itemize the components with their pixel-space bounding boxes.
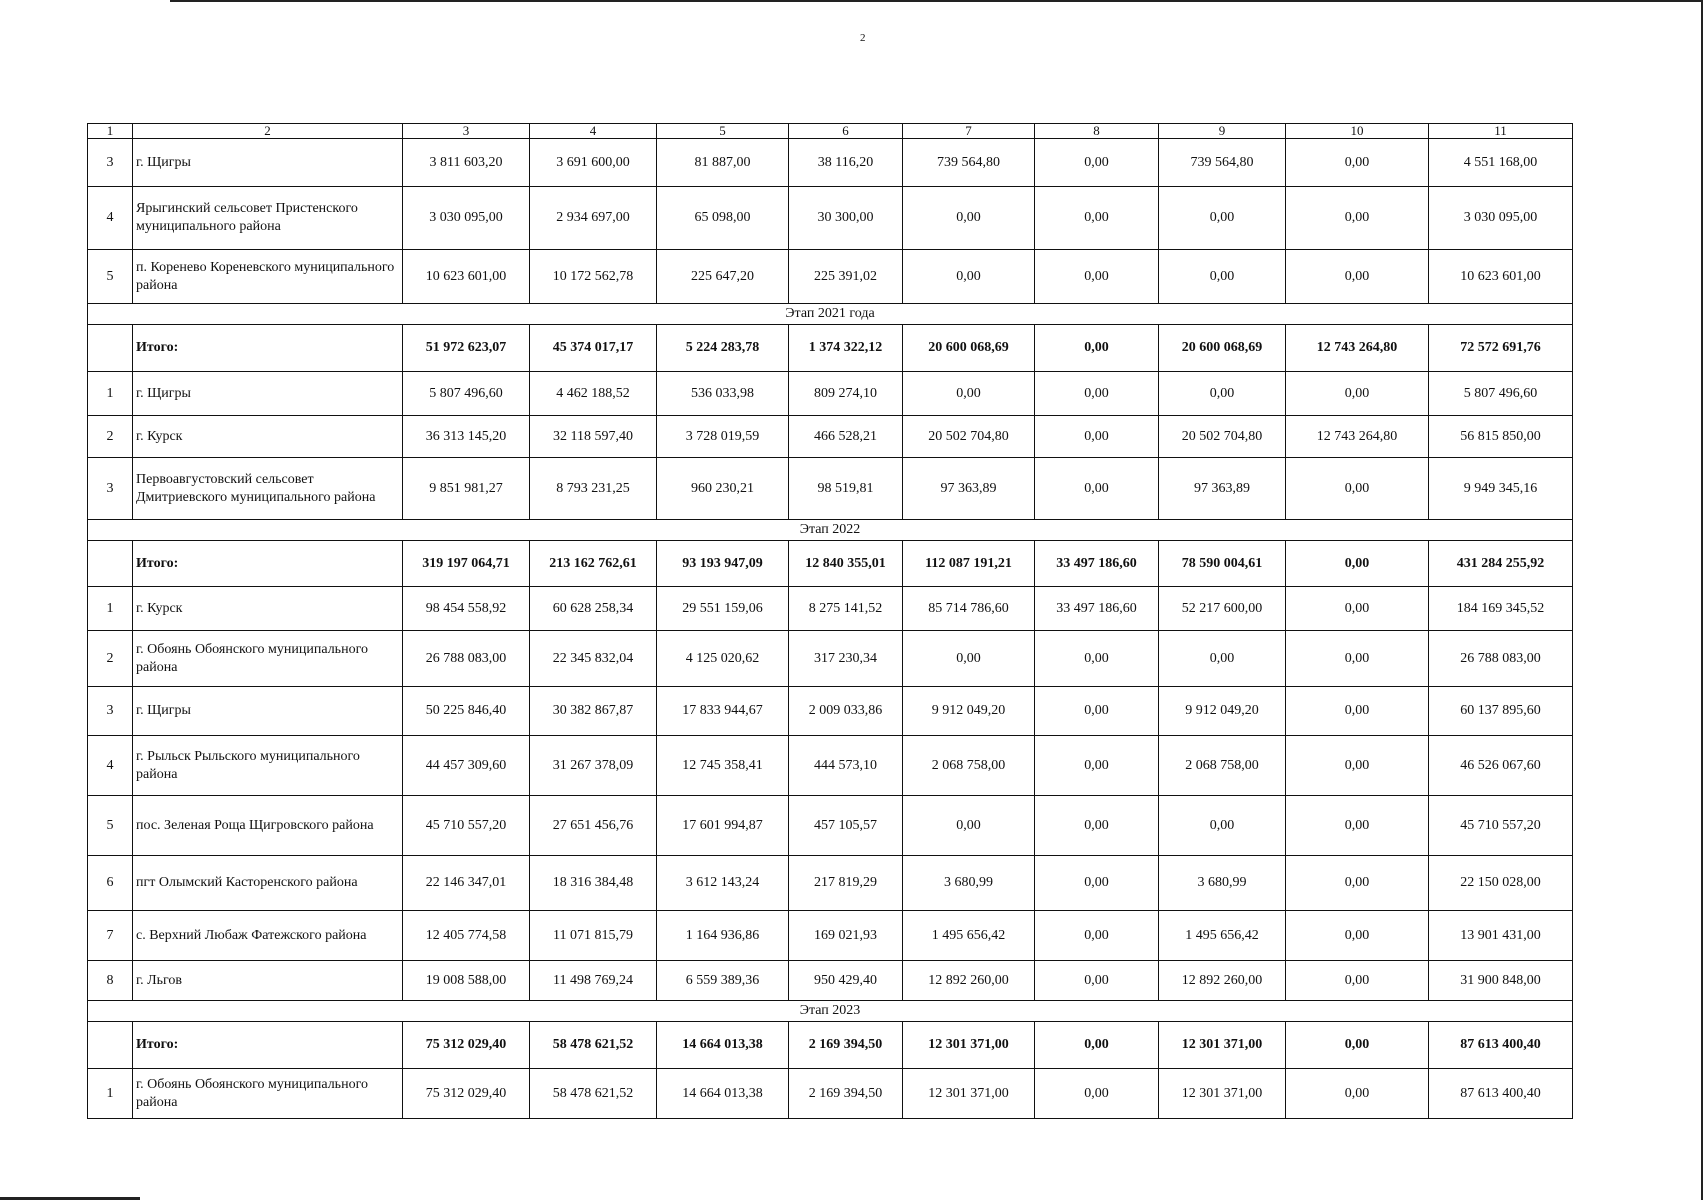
municipality-name: г. Рыльск Рыльского муниципального района — [133, 736, 403, 796]
amount-cell: 12 745 358,41 — [657, 736, 789, 796]
table-row — [88, 587, 1573, 631]
amount-cell: 0,00 — [1035, 1069, 1159, 1119]
amount-cell: 33 497 186,60 — [1035, 587, 1159, 631]
amount-cell: 0,00 — [903, 796, 1035, 856]
amount-cell: 0,00 — [1286, 856, 1429, 911]
amount-cell: 12 743 264,80 — [1286, 416, 1429, 458]
amount-cell: 3 680,99 — [1159, 856, 1286, 911]
amount-cell: 0,00 — [1286, 139, 1429, 187]
page-number: 2 — [860, 32, 866, 44]
amount-cell: 58 478 621,52 — [530, 1069, 657, 1119]
amount-cell: 60 628 258,34 — [530, 587, 657, 631]
amount-cell: 12 301 371,00 — [1159, 1069, 1286, 1119]
municipality-name: с. Верхний Любаж Фатежского района — [133, 911, 403, 961]
amount-cell: 169 021,93 — [789, 911, 903, 961]
municipality-name: г. Обоянь Обоянского муниципального района — [133, 1069, 403, 1119]
amount-cell: 0,00 — [1035, 856, 1159, 911]
amount-cell: 10 172 562,78 — [530, 250, 657, 304]
table-row — [88, 631, 1573, 687]
amount-cell: 60 137 895,60 — [1429, 687, 1573, 736]
amount-cell: 739 564,80 — [903, 139, 1035, 187]
column-number: 6 — [789, 124, 903, 139]
total-value: 12 301 371,00 — [903, 1022, 1035, 1069]
amount-cell: 4 551 168,00 — [1429, 139, 1573, 187]
total-value: 93 193 947,09 — [657, 541, 789, 587]
amount-cell: 225 391,02 — [789, 250, 903, 304]
total-value: 0,00 — [1035, 325, 1159, 372]
amount-cell: 0,00 — [1159, 250, 1286, 304]
municipality-name: г. Щигры — [133, 139, 403, 187]
amount-cell: 217 819,29 — [789, 856, 903, 911]
row-number: 4 — [88, 736, 133, 796]
amount-cell: 0,00 — [1286, 587, 1429, 631]
table-row — [88, 458, 1573, 520]
amount-cell: 32 118 597,40 — [530, 416, 657, 458]
column-number: 2 — [133, 124, 403, 139]
amount-cell: 50 225 846,40 — [403, 687, 530, 736]
column-number-row — [88, 124, 1573, 139]
amount-cell: 0,00 — [1035, 736, 1159, 796]
amount-cell: 0,00 — [1286, 1069, 1429, 1119]
amount-cell: 38 116,20 — [789, 139, 903, 187]
amount-cell: 0,00 — [1035, 250, 1159, 304]
amount-cell: 26 788 083,00 — [403, 631, 530, 687]
column-number: 9 — [1159, 124, 1286, 139]
column-number: 8 — [1035, 124, 1159, 139]
amount-cell: 98 454 558,92 — [403, 587, 530, 631]
amount-cell: 12 301 371,00 — [903, 1069, 1035, 1119]
table-row — [88, 187, 1573, 250]
row-number: 8 — [88, 961, 133, 1001]
amount-cell: 0,00 — [1286, 250, 1429, 304]
municipality-name: п. Коренево Кореневского муниципального района — [133, 250, 403, 304]
total-value: 78 590 004,61 — [1159, 541, 1286, 587]
table-row — [88, 911, 1573, 961]
amount-cell: 30 382 867,87 — [530, 687, 657, 736]
amount-cell: 0,00 — [1286, 911, 1429, 961]
amount-cell: 0,00 — [1286, 458, 1429, 520]
amount-cell: 0,00 — [1286, 687, 1429, 736]
amount-cell: 4 125 020,62 — [657, 631, 789, 687]
total-value: 0,00 — [1286, 541, 1429, 587]
amount-cell: 2 068 758,00 — [1159, 736, 1286, 796]
amount-cell: 0,00 — [1159, 631, 1286, 687]
amount-cell: 0,00 — [903, 187, 1035, 250]
amount-cell: 44 457 309,60 — [403, 736, 530, 796]
amount-cell: 0,00 — [1159, 796, 1286, 856]
amount-cell: 0,00 — [1035, 911, 1159, 961]
amount-cell: 9 851 981,27 — [403, 458, 530, 520]
column-number: 5 — [657, 124, 789, 139]
municipality-name: г. Обоянь Обоянского муниципального района — [133, 631, 403, 687]
table-row — [88, 250, 1573, 304]
amount-cell: 9 912 049,20 — [903, 687, 1035, 736]
amount-cell: 1 495 656,42 — [1159, 911, 1286, 961]
amount-cell: 0,00 — [1035, 139, 1159, 187]
row-number: 1 — [88, 372, 133, 416]
row-number: 3 — [88, 458, 133, 520]
amount-cell: 0,00 — [1035, 416, 1159, 458]
amount-cell: 3 680,99 — [903, 856, 1035, 911]
stage-row — [88, 1001, 1573, 1022]
amount-cell: 225 647,20 — [657, 250, 789, 304]
total-row — [88, 325, 1573, 372]
total-label: Итого: — [133, 325, 403, 372]
amount-cell: 184 169 345,52 — [1429, 587, 1573, 631]
amount-cell: 31 267 378,09 — [530, 736, 657, 796]
stage-row — [88, 304, 1573, 325]
amount-cell: 22 150 028,00 — [1429, 856, 1573, 911]
amount-cell: 11 071 815,79 — [530, 911, 657, 961]
amount-cell: 97 363,89 — [1159, 458, 1286, 520]
column-number: 7 — [903, 124, 1035, 139]
total-value: 33 497 186,60 — [1035, 541, 1159, 587]
municipality-name: г. Льгов — [133, 961, 403, 1001]
total-value: 431 284 255,92 — [1429, 541, 1573, 587]
amount-cell: 29 551 159,06 — [657, 587, 789, 631]
amount-cell: 0,00 — [1286, 736, 1429, 796]
amount-cell: 0,00 — [1286, 796, 1429, 856]
amount-cell: 3 612 143,24 — [657, 856, 789, 911]
total-value: 12 840 355,01 — [789, 541, 903, 587]
municipality-name: пгт Олымский Касторенского района — [133, 856, 403, 911]
total-value: 319 197 064,71 — [403, 541, 530, 587]
total-value: 87 613 400,40 — [1429, 1022, 1573, 1069]
table-row — [88, 856, 1573, 911]
amount-cell: 75 312 029,40 — [403, 1069, 530, 1119]
amount-cell: 22 146 347,01 — [403, 856, 530, 911]
column-number: 11 — [1429, 124, 1573, 139]
column-number: 4 — [530, 124, 657, 139]
table-row — [88, 1069, 1573, 1119]
amount-cell: 45 710 557,20 — [403, 796, 530, 856]
amount-cell: 317 230,34 — [789, 631, 903, 687]
stage-title: Этап 2021 года — [88, 304, 1573, 325]
amount-cell: 0,00 — [1035, 187, 1159, 250]
total-value: 2 169 394,50 — [789, 1022, 903, 1069]
amount-cell: 31 900 848,00 — [1429, 961, 1573, 1001]
amount-cell: 26 788 083,00 — [1429, 631, 1573, 687]
total-value: 51 972 623,07 — [403, 325, 530, 372]
amount-cell: 0,00 — [903, 372, 1035, 416]
row-number: 3 — [88, 687, 133, 736]
amount-cell: 5 807 496,60 — [1429, 372, 1573, 416]
amount-cell: 3 691 600,00 — [530, 139, 657, 187]
amount-cell: 0,00 — [903, 250, 1035, 304]
amount-cell: 0,00 — [1159, 372, 1286, 416]
amount-cell: 30 300,00 — [789, 187, 903, 250]
amount-cell: 0,00 — [1035, 372, 1159, 416]
amount-cell: 466 528,21 — [789, 416, 903, 458]
total-value: 45 374 017,17 — [530, 325, 657, 372]
amount-cell: 3 030 095,00 — [1429, 187, 1573, 250]
total-value: 12 301 371,00 — [1159, 1022, 1286, 1069]
amount-cell: 5 807 496,60 — [403, 372, 530, 416]
column-number: 1 — [88, 124, 133, 139]
amount-cell: 0,00 — [1035, 796, 1159, 856]
amount-cell: 36 313 145,20 — [403, 416, 530, 458]
amount-cell: 2 934 697,00 — [530, 187, 657, 250]
amount-cell: 9 912 049,20 — [1159, 687, 1286, 736]
amount-cell: 98 519,81 — [789, 458, 903, 520]
amount-cell: 97 363,89 — [903, 458, 1035, 520]
amount-cell: 8 275 141,52 — [789, 587, 903, 631]
amount-cell: 444 573,10 — [789, 736, 903, 796]
stage-row — [88, 520, 1573, 541]
amount-cell: 52 217 600,00 — [1159, 587, 1286, 631]
amount-cell: 65 098,00 — [657, 187, 789, 250]
amount-cell: 13 901 431,00 — [1429, 911, 1573, 961]
row-number: 1 — [88, 1069, 133, 1119]
table-row — [88, 736, 1573, 796]
stage-title: Этап 2023 — [88, 1001, 1573, 1022]
amount-cell: 17 601 994,87 — [657, 796, 789, 856]
amount-cell: 3 728 019,59 — [657, 416, 789, 458]
amount-cell: 536 033,98 — [657, 372, 789, 416]
total-value: 20 600 068,69 — [1159, 325, 1286, 372]
amount-cell: 18 316 384,48 — [530, 856, 657, 911]
row-number: 2 — [88, 631, 133, 687]
amount-cell: 4 462 188,52 — [530, 372, 657, 416]
amount-cell: 27 651 456,76 — [530, 796, 657, 856]
amount-cell: 457 105,57 — [789, 796, 903, 856]
municipality-name: г. Курск — [133, 587, 403, 631]
municipality-name: Ярыгинский сельсовет Пристенского муниципального района — [133, 187, 403, 250]
table-row — [88, 372, 1573, 416]
total-value: 0,00 — [1035, 1022, 1159, 1069]
total-value: 1 374 322,12 — [789, 325, 903, 372]
total-value: 112 087 191,21 — [903, 541, 1035, 587]
amount-cell: 0,00 — [1286, 372, 1429, 416]
amount-cell: 0,00 — [1035, 961, 1159, 1001]
column-number: 10 — [1286, 124, 1429, 139]
budget-table — [87, 123, 1573, 1119]
total-value: 5 224 283,78 — [657, 325, 789, 372]
total-label: Итого: — [133, 541, 403, 587]
amount-cell: 9 949 345,16 — [1429, 458, 1573, 520]
amount-cell: 2 009 033,86 — [789, 687, 903, 736]
row-number: 1 — [88, 587, 133, 631]
table-row — [88, 796, 1573, 856]
total-number-cell — [88, 541, 133, 587]
amount-cell: 1 164 936,86 — [657, 911, 789, 961]
row-number: 5 — [88, 250, 133, 304]
amount-cell: 12 892 260,00 — [1159, 961, 1286, 1001]
amount-cell: 8 793 231,25 — [530, 458, 657, 520]
amount-cell: 11 498 769,24 — [530, 961, 657, 1001]
row-number: 4 — [88, 187, 133, 250]
amount-cell: 1 495 656,42 — [903, 911, 1035, 961]
municipality-name: пос. Зеленая Роща Щигровского района — [133, 796, 403, 856]
total-value: 213 162 762,61 — [530, 541, 657, 587]
row-number: 7 — [88, 911, 133, 961]
amount-cell: 3 811 603,20 — [403, 139, 530, 187]
amount-cell: 20 502 704,80 — [1159, 416, 1286, 458]
amount-cell: 45 710 557,20 — [1429, 796, 1573, 856]
amount-cell: 739 564,80 — [1159, 139, 1286, 187]
table-row — [88, 416, 1573, 458]
municipality-name: г. Щигры — [133, 687, 403, 736]
amount-cell: 950 429,40 — [789, 961, 903, 1001]
municipality-name: Первоавгустовский сельсовет Дмитриевского муниципального района — [133, 458, 403, 520]
total-row — [88, 541, 1573, 587]
total-number-cell — [88, 325, 133, 372]
amount-cell: 3 030 095,00 — [403, 187, 530, 250]
amount-cell: 0,00 — [1035, 458, 1159, 520]
amount-cell: 20 502 704,80 — [903, 416, 1035, 458]
amount-cell: 0,00 — [1035, 631, 1159, 687]
amount-cell: 19 008 588,00 — [403, 961, 530, 1001]
amount-cell: 6 559 389,36 — [657, 961, 789, 1001]
total-number-cell — [88, 1022, 133, 1069]
amount-cell: 56 815 850,00 — [1429, 416, 1573, 458]
column-number: 3 — [403, 124, 530, 139]
amount-cell: 0,00 — [1159, 187, 1286, 250]
total-value: 75 312 029,40 — [403, 1022, 530, 1069]
table-row — [88, 961, 1573, 1001]
total-value: 14 664 013,38 — [657, 1022, 789, 1069]
amount-cell: 0,00 — [1286, 631, 1429, 687]
amount-cell: 0,00 — [1286, 187, 1429, 250]
amount-cell: 2 068 758,00 — [903, 736, 1035, 796]
amount-cell: 809 274,10 — [789, 372, 903, 416]
amount-cell: 960 230,21 — [657, 458, 789, 520]
stage-title: Этап 2022 — [88, 520, 1573, 541]
table-row — [88, 687, 1573, 736]
amount-cell: 10 623 601,00 — [403, 250, 530, 304]
scan-edge-top — [170, 0, 1703, 2]
row-number: 2 — [88, 416, 133, 458]
amount-cell: 12 405 774,58 — [403, 911, 530, 961]
table-row — [88, 139, 1573, 187]
amount-cell: 14 664 013,38 — [657, 1069, 789, 1119]
amount-cell: 87 613 400,40 — [1429, 1069, 1573, 1119]
amount-cell: 10 623 601,00 — [1429, 250, 1573, 304]
amount-cell: 17 833 944,67 — [657, 687, 789, 736]
amount-cell: 12 892 260,00 — [903, 961, 1035, 1001]
row-number: 5 — [88, 796, 133, 856]
total-value: 12 743 264,80 — [1286, 325, 1429, 372]
amount-cell: 0,00 — [1286, 961, 1429, 1001]
amount-cell: 46 526 067,60 — [1429, 736, 1573, 796]
amount-cell: 0,00 — [1035, 687, 1159, 736]
total-value: 72 572 691,76 — [1429, 325, 1573, 372]
row-number: 3 — [88, 139, 133, 187]
row-number: 6 — [88, 856, 133, 911]
total-value: 20 600 068,69 — [903, 325, 1035, 372]
amount-cell: 2 169 394,50 — [789, 1069, 903, 1119]
total-label: Итого: — [133, 1022, 403, 1069]
total-value: 0,00 — [1286, 1022, 1429, 1069]
amount-cell: 0,00 — [903, 631, 1035, 687]
amount-cell: 22 345 832,04 — [530, 631, 657, 687]
municipality-name: г. Курск — [133, 416, 403, 458]
amount-cell: 85 714 786,60 — [903, 587, 1035, 631]
municipality-name: г. Щигры — [133, 372, 403, 416]
total-value: 58 478 621,52 — [530, 1022, 657, 1069]
amount-cell: 81 887,00 — [657, 139, 789, 187]
total-row — [88, 1022, 1573, 1069]
